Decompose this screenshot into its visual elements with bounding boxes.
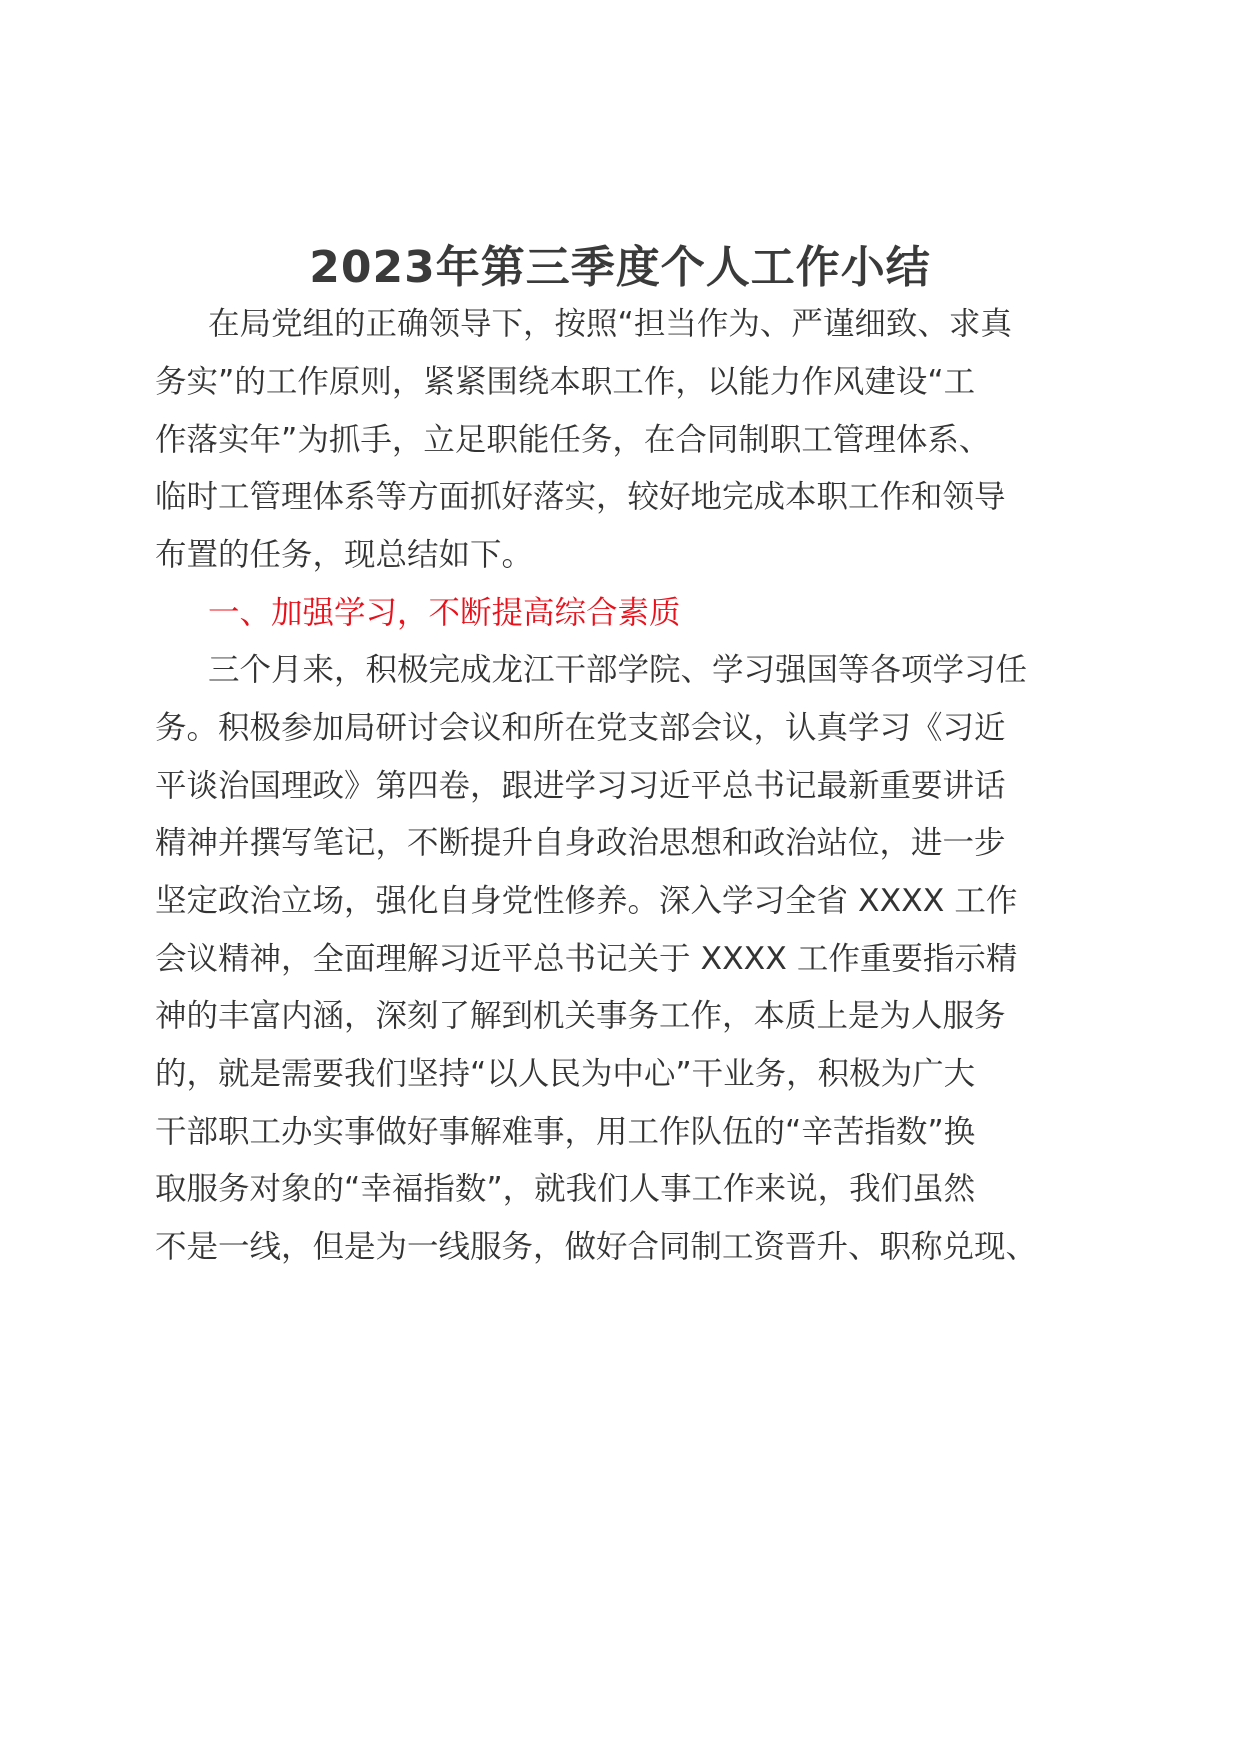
section-body-line: 三个月来，积极完成龙江干部学院、学习强国等各项学习任 <box>208 652 1028 688</box>
intro-line: 作落实年”为抓手，立足职能任务，在合同制职工管理体系、 <box>155 422 991 458</box>
section-body-line: 精神并撰写笔记，不断提升自身政治思想和政治站位，进一步 <box>155 825 1006 861</box>
section-body-line: 会议精神，全面理解习近平总书记关于 XXXX 工作重要指示精 <box>155 941 1018 977</box>
intro-line: 务实”的工作原则，紧紧围绕本职工作，以能力作风建设“工 <box>155 364 976 400</box>
section-body-line: 不是一线，但是为一线服务，做好合同制工资晋升、职称兑现、 <box>155 1229 1038 1265</box>
section-body-line: 的，就是需要我们坚持“以人民为中心”干业务，积极为广大 <box>155 1056 976 1092</box>
intro-line: 在局党组的正确领导下，按照“担当作为、严谨细致、求真 <box>208 306 1012 342</box>
intro-line: 临时工管理体系等方面抓好落实，较好地完成本职工作和领导 <box>155 479 1006 515</box>
section-body-line: 务。积极参加局研讨会议和所在党支部会议，认真学习《习近 <box>155 710 1006 746</box>
section-body-line: 取服务对象的“幸福指数”，就我们人事工作来说，我们虽然 <box>155 1171 976 1207</box>
section-body-line: 干部职工办实事做好事解难事，用工作队伍的“辛苦指数”换 <box>155 1114 976 1150</box>
section-body-line: 坚定政治立场，强化自身党性修养。深入学习全省 XXXX 工作 <box>155 883 1018 919</box>
intro-line: 布置的任务，现总结如下。 <box>155 537 534 573</box>
document-title: 2023年第三季度个人工作小结 <box>309 242 931 293</box>
section-body-line: 神的丰富内涵，深刻了解到机关事务工作，本质上是为人服务 <box>155 998 1006 1034</box>
section-body-line: 平谈治国理政》第四卷，跟进学习习近平总书记最新重要讲话 <box>155 768 1006 804</box>
section-heading: 一、加强学习，不断提高综合素质 <box>208 595 681 631</box>
